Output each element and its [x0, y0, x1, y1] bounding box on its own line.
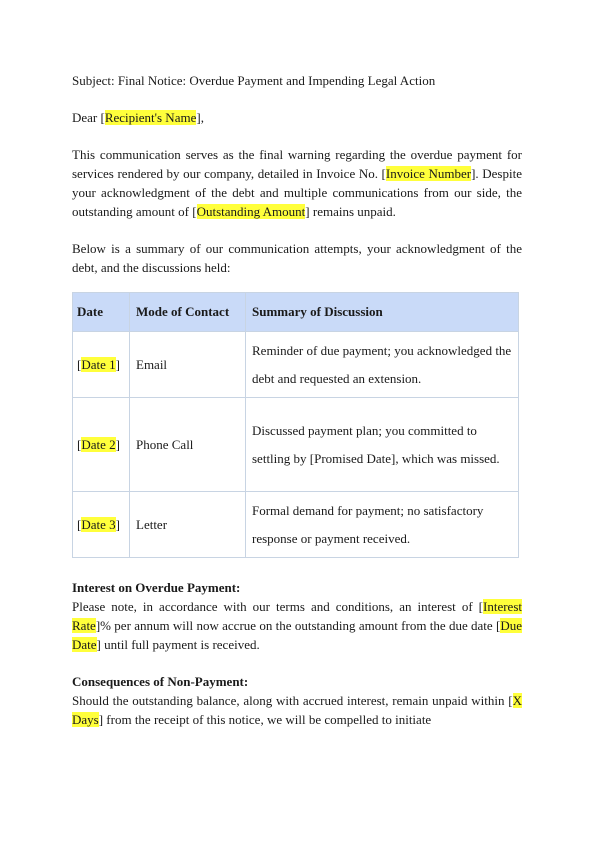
consequences-heading: Consequences of Non-Payment:	[72, 674, 249, 689]
row-summary-cell: Formal demand for payment; no satisfactory response or payment received.	[246, 492, 519, 558]
header-summary: Summary of Discussion	[246, 293, 519, 332]
invoice-number-placeholder: Invoice Number	[385, 166, 472, 181]
salutation-suffix: ],	[196, 110, 204, 125]
due-date-placeholder: Due Date	[72, 618, 522, 652]
intro-text-3: ] remains unpaid.	[305, 204, 396, 219]
table-header-row	[73, 293, 519, 332]
days-placeholder: X Days	[72, 693, 522, 727]
row-mode-cell: Letter	[130, 492, 246, 558]
salutation	[72, 108, 522, 127]
date-placeholder: Date 2	[81, 436, 116, 452]
recipient-name-placeholder: Recipient's Name	[104, 110, 197, 125]
row-summary-cell: Reminder of due payment; you acknowledged the debt and requested an extension.	[246, 332, 519, 398]
row-date-cell: [Date 2]	[73, 398, 130, 492]
intro-paragraph	[72, 145, 522, 221]
date-placeholder: Date 3	[81, 516, 116, 532]
consequences-paragraph	[72, 691, 522, 729]
date-placeholder: Date 1	[81, 356, 116, 372]
outstanding-amount-placeholder: Outstanding Amount	[196, 204, 306, 219]
interest-paragraph	[72, 597, 522, 654]
interest-rate-placeholder: Interest Rate	[72, 599, 522, 633]
interest-text-2: ]% per annum will now accrue on the outstanding amount from the due date [	[95, 618, 501, 633]
table-row	[73, 332, 519, 398]
row-date-cell: [Date 3]	[73, 492, 130, 558]
interest-text-1: Please note, in accordance with our terms and conditions, an interest of [	[72, 599, 484, 614]
subject-line: Subject: Final Notice: Overdue Payment and Impending Legal Action	[72, 73, 436, 88]
interest-text-3: ] until full payment is received.	[96, 637, 260, 652]
letter-body	[72, 71, 522, 729]
salutation-prefix: Dear [	[72, 110, 105, 125]
intro-text-1: This communication serves as the final warning regarding the overdue payment for services rendered by our company, detailed in Invoice No. [	[72, 147, 522, 181]
header-mode: Mode of Contact	[130, 293, 246, 332]
header-date: Date	[73, 293, 130, 332]
interest-heading: Interest on Overdue Payment:	[72, 580, 241, 595]
summary-intro-paragraph: Below is a summary of our communication attempts, your acknowledgment of the debt, and the discussions held:	[72, 241, 522, 275]
table-row	[73, 492, 519, 558]
row-date-cell: [Date 1]	[73, 332, 130, 398]
table-row	[73, 398, 519, 492]
row-mode-cell: Phone Call	[130, 398, 246, 492]
consequences-text-1: Should the outstanding balance, along with accrued interest, remain unpaid within [	[72, 693, 513, 708]
communication-summary-table	[72, 292, 519, 558]
consequences-text-2: ] from the receipt of this notice, we will be compelled to initiate	[98, 712, 432, 727]
intro-text-2: ]. Despite your acknowledgment of the debt and multiple communications from our side, the outstanding amount of [	[72, 166, 522, 219]
row-summary-cell: Discussed payment plan; you committed to settling by [Promised Date], which was missed.	[246, 398, 519, 492]
row-mode-cell: Email	[130, 332, 246, 398]
